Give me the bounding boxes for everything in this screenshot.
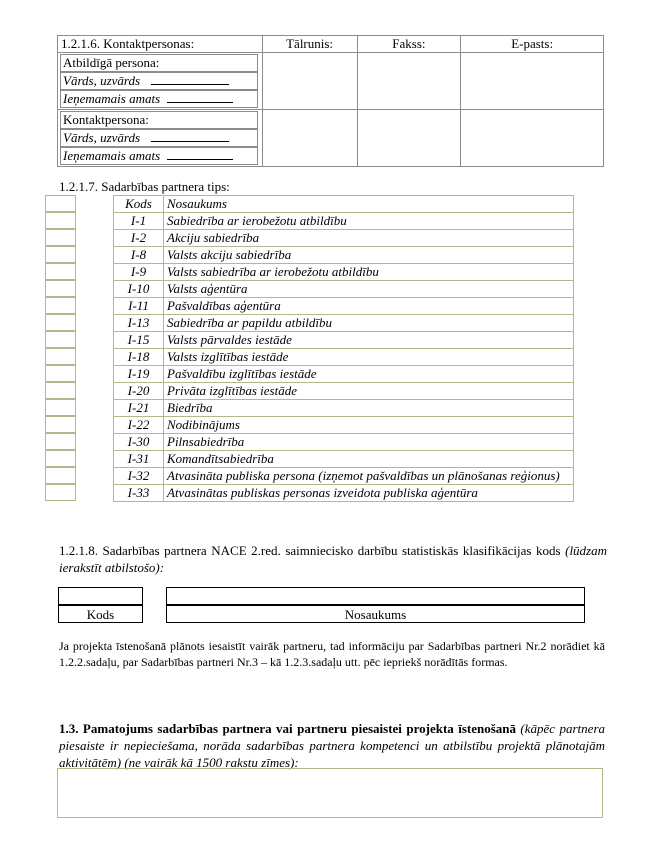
partner-type-checkbox[interactable]: [45, 246, 76, 263]
partner-type-name: Valsts akciju sabiedrība: [164, 247, 574, 264]
contact-section-label: 1.2.1.6. Kontaktpersonas:: [58, 36, 263, 53]
partner-type-name: Valsts izglītības iestāde: [164, 349, 574, 366]
contact-phone-cell[interactable]: [262, 110, 357, 167]
partner-type-row: [114, 417, 574, 434]
nace-section: [59, 542, 607, 576]
phone-header: Tālrunis:: [262, 36, 357, 53]
partners-note: Ja projekta īstenošanā plānots iesaistīt vairāk partneru, tad informāciju par Sadarbības partneri Nr.2 norādiet kā 1.2.2.sadaļu, par Sadarbības partneri Nr.3 – kā 1.2.3.sadaļu utt. pēc iepriekš norādītās formas.: [59, 639, 605, 669]
partner-type-code: I-11: [114, 298, 164, 315]
partner-type-name: Nodibinājums: [164, 417, 574, 434]
partner-type-row: [114, 434, 574, 451]
partner-type-checkbox[interactable]: [45, 382, 76, 399]
partner-type-code: I-20: [114, 383, 164, 400]
name-label: Vārds, uzvārds: [63, 130, 141, 145]
responsible-fax-cell[interactable]: [357, 53, 461, 110]
partner-type-name: Komandītsabiedrība: [164, 451, 574, 468]
contact-name-field[interactable]: [60, 129, 258, 147]
partner-type-code: I-22: [114, 417, 164, 434]
partner-type-code: I-10: [114, 281, 164, 298]
position-label: Ieņemamais amats: [63, 91, 161, 106]
contact-fax-cell[interactable]: [357, 110, 461, 167]
partner-type-checkbox[interactable]: [45, 433, 76, 450]
partner-type-checkbox[interactable]: [45, 280, 76, 297]
partner-type-code: I-13: [114, 315, 164, 332]
partner-type-checkbox[interactable]: [45, 229, 76, 246]
justification-hint: (kāpēc partnera piesaiste ir nepieciešama, norāda sadarbības partnera kompetenci un atbilstību projektā plānotajām aktivitātēm) (ne vairāk kā 1500 rakstu zīmes):: [59, 721, 606, 770]
partner-type-row: [114, 315, 574, 332]
nace-name-label: Nosaukums: [166, 605, 585, 623]
partner-type-checkbox[interactable]: [45, 348, 76, 365]
responsible-email-cell[interactable]: [461, 53, 604, 110]
partner-type-code: I-31: [114, 451, 164, 468]
partner-type-row: [114, 485, 574, 502]
partner-type-code: I-18: [114, 349, 164, 366]
partner-type-name: Biedrība: [164, 400, 574, 417]
partner-type-name: Pilnsabiedrība: [164, 434, 574, 451]
partner-type-checkbox[interactable]: [45, 450, 76, 467]
position-label: Ieņemamais amats: [63, 148, 161, 163]
partner-type-row: [114, 366, 574, 383]
partner-type-table: [113, 195, 574, 502]
contact-position-field[interactable]: [60, 147, 258, 165]
partner-type-checkbox[interactable]: [45, 467, 76, 484]
partner-type-checkbox[interactable]: [45, 484, 76, 501]
partner-type-name: Akciju sabiedrība: [164, 230, 574, 247]
partner-type-name: Valsts sabiedrība ar ierobežotu atbildību: [164, 264, 574, 281]
partner-type-checkbox[interactable]: [45, 399, 76, 416]
code-header: Kods: [114, 196, 164, 213]
nace-section-text: 1.2.1.8. Sadarbības partnera NACE 2.red. saimniecisko darbību statistiskās klasifikācijas kods: [59, 543, 561, 558]
responsible-person-label: Atbildīgā persona:: [60, 54, 258, 72]
email-header: E-pasts:: [461, 36, 604, 53]
contact-table: [57, 35, 604, 167]
nace-hint: (lūdzam ierakstīt atbilstošo):: [59, 543, 607, 575]
partner-type-code: I-33: [114, 485, 164, 502]
partner-type-code: I-19: [114, 366, 164, 383]
partner-type-checkbox[interactable]: [45, 263, 76, 280]
partner-type-label: 1.2.1.7. Sadarbības partnera tips:: [59, 179, 230, 194]
partner-type-name: Privāta izglītības iestāde: [164, 383, 574, 400]
name-label: Vārds, uzvārds: [63, 73, 141, 88]
partner-type-code: I-21: [114, 400, 164, 417]
partner-type-row: [114, 264, 574, 281]
partner-type-row: [114, 230, 574, 247]
partner-type-name: Atvasināta publiska persona (izņemot pašvaldības un plānošanas reģionus): [164, 468, 574, 485]
contact-email-cell[interactable]: [461, 110, 604, 167]
nace-code-input[interactable]: [58, 587, 143, 605]
partner-type-row: [114, 349, 574, 366]
partner-type-header-row: [114, 196, 574, 213]
nace-code-label: Kods: [58, 605, 143, 623]
partner-type-code: I-9: [114, 264, 164, 281]
justification-heading: 1.3. Pamatojums sadarbības partnera vai partneru piesaistei projekta īstenošanā: [59, 721, 516, 736]
partner-type-row: [114, 332, 574, 349]
partner-type-code: I-30: [114, 434, 164, 451]
partner-type-name: Sabiedrība ar papildu atbildību: [164, 315, 574, 332]
partner-type-code: I-2: [114, 230, 164, 247]
fax-header: Fakss:: [357, 36, 461, 53]
partner-type-code: I-8: [114, 247, 164, 264]
justification-section: [59, 720, 605, 771]
responsible-phone-cell[interactable]: [262, 53, 357, 110]
partner-type-checkbox[interactable]: [45, 331, 76, 348]
partner-type-code: I-32: [114, 468, 164, 485]
partner-type-row: [114, 213, 574, 230]
name-header: Nosaukums: [164, 196, 574, 213]
justification-textarea[interactable]: [57, 768, 603, 818]
partner-type-name: Sabiedrība ar ierobežotu atbildību: [164, 213, 574, 230]
partner-type-name: Valsts aģentūra: [164, 281, 574, 298]
partner-type-checkbox[interactable]: [45, 365, 76, 382]
contact-person-label: Kontaktpersona:: [60, 111, 258, 129]
nace-name-input[interactable]: [166, 587, 585, 605]
partner-type-row: [114, 281, 574, 298]
partner-type-row: [114, 468, 574, 485]
partner-type-row: [114, 451, 574, 468]
partner-type-row: [114, 247, 574, 264]
partner-type-row: [114, 400, 574, 417]
responsible-name-field[interactable]: [60, 72, 258, 90]
partner-type-code: I-15: [114, 332, 164, 349]
partner-type-checkbox[interactable]: [45, 314, 76, 331]
partner-type-name: Pašvaldības aģentūra: [164, 298, 574, 315]
partner-type-code: I-1: [114, 213, 164, 230]
partner-type-name: Valsts pārvaldes iestāde: [164, 332, 574, 349]
partner-type-row: [114, 298, 574, 315]
partner-type-name: Pašvaldību izglītības iestāde: [164, 366, 574, 383]
partner-type-checkbox[interactable]: [45, 297, 76, 314]
responsible-person-block: [58, 53, 263, 110]
responsible-position-field[interactable]: [60, 90, 258, 108]
checkbox-header-cell: [45, 195, 76, 212]
partner-type-checkbox[interactable]: [45, 212, 76, 229]
partner-type-row: [114, 383, 574, 400]
partner-type-name: Atvasinātas publiskas personas izveidota publiska aģentūra: [164, 485, 574, 502]
partner-type-checkbox[interactable]: [45, 416, 76, 433]
contact-person-block: [58, 110, 263, 167]
